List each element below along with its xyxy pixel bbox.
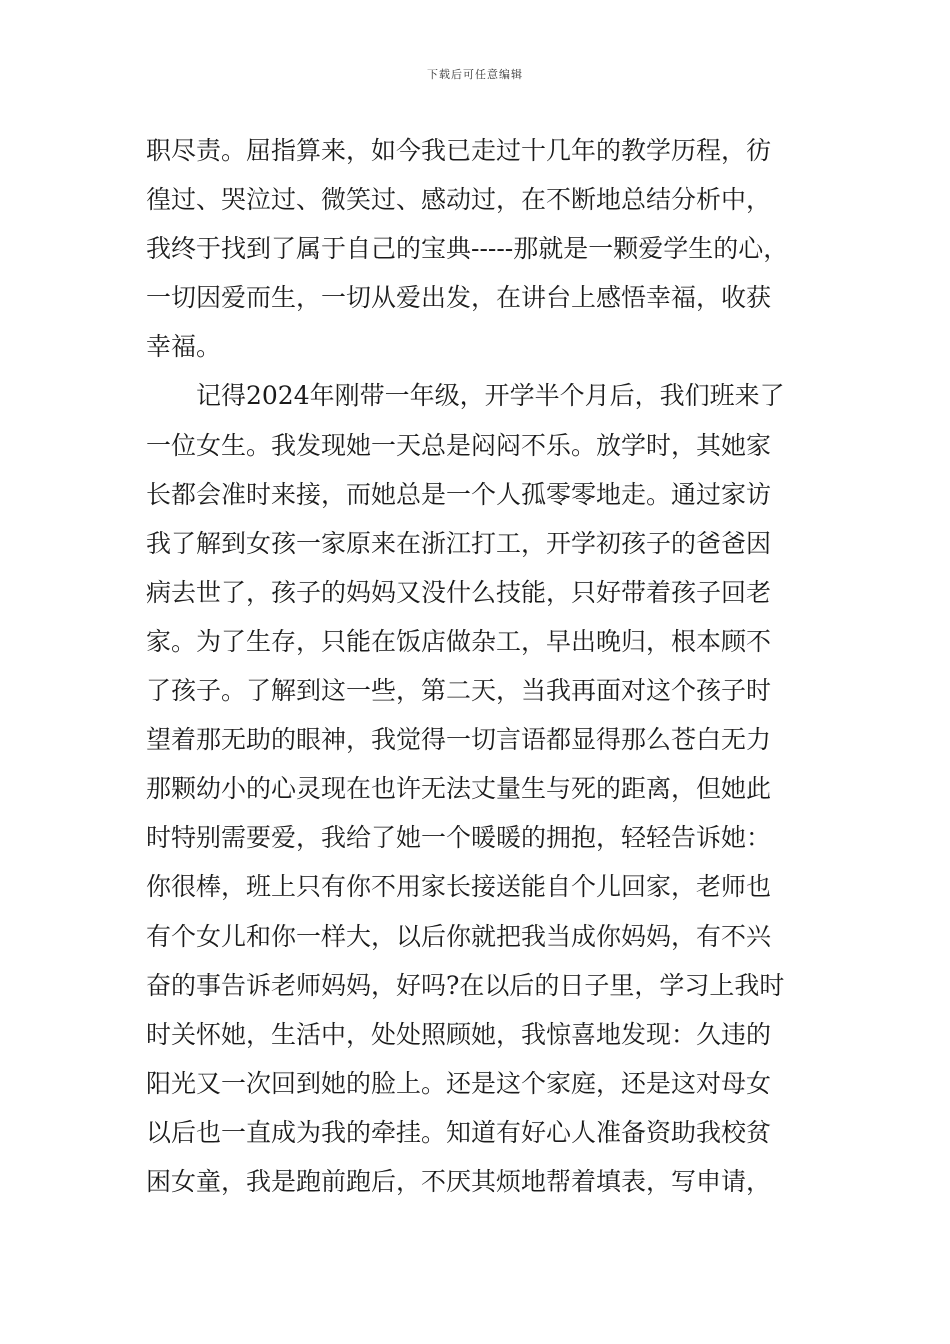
text-line: 你很棒，班上只有你不用家长接送能自个儿回家，老师也 [146, 872, 772, 902]
text-line: 长都会准时来接，而她总是一个人孤零零地走。通过家访 [146, 479, 772, 509]
text-line: 阳光又一次回到她的脸上。还是这个家庭，还是这对母女 [146, 1068, 772, 1098]
text-line: 困女童，我是跑前跑后，不厌其烦地帮着填表，写申请， [146, 1166, 772, 1196]
text-line: 以后也一直成为我的牵挂。知道有好心人准备资助我校贫 [146, 1117, 772, 1147]
page-header: 下载后可任意编辑 [427, 68, 523, 81]
text-line: 职尽责。屈指算来，如今我已走过十几年的教学历程，彷 [146, 136, 772, 165]
text-line: 那颗幼小的心灵现在也许无法丈量生与死的距离，但她此 [146, 774, 772, 804]
text-line: 望着那无助的眼神，我觉得一切言语都显得那么苍白无力 [146, 725, 772, 755]
text-line: 有个女儿和你一样大，以后你就把我当成你妈妈，有不兴 [146, 921, 772, 951]
text-line: 我终于找到了属于自己的宝典-----那就是一颗爱学生的心， [146, 234, 789, 264]
paragraph-first-line: 记得2024年刚带一年级，开学半个月后，我们班来了 [196, 381, 785, 411]
text-line: 时关怀她，生活中，处处照顾她，我惊喜地发现：久违的 [146, 1019, 772, 1049]
text-line: 一位女生。我发现她一天总是闷闷不乐。放学时，其她家 [146, 430, 772, 460]
text-line: 幸福。 [146, 332, 222, 362]
text-line: 了孩子。了解到这一些，第二天，当我再面对这个孩子时 [146, 676, 772, 706]
text-line: 我了解到女孩一家原来在浙江打工，开学初孩子的爸爸因 [146, 528, 772, 558]
text-line: 奋的事告诉老师妈妈，好吗?在以后的日子里，学习上我时 [146, 970, 785, 1000]
text-line: 一切因爱而生，一切从爱出发，在讲台上感悟幸福，收获 [146, 283, 772, 313]
text-line: 病去世了，孩子的妈妈又没什么技能，只好带着孩子回老 [146, 577, 772, 607]
text-line: 家。为了生存，只能在饭店做杂工，早出晚归，根本顾不 [146, 626, 772, 656]
text-line: 时特别需要爱，我给了她一个暖暖的拥抱，轻轻告诉她： [146, 823, 772, 853]
text-line: 徨过、哭泣过、微笑过、感动过，在不断地总结分析中， [146, 185, 772, 215]
document-body [146, 126, 826, 1206]
